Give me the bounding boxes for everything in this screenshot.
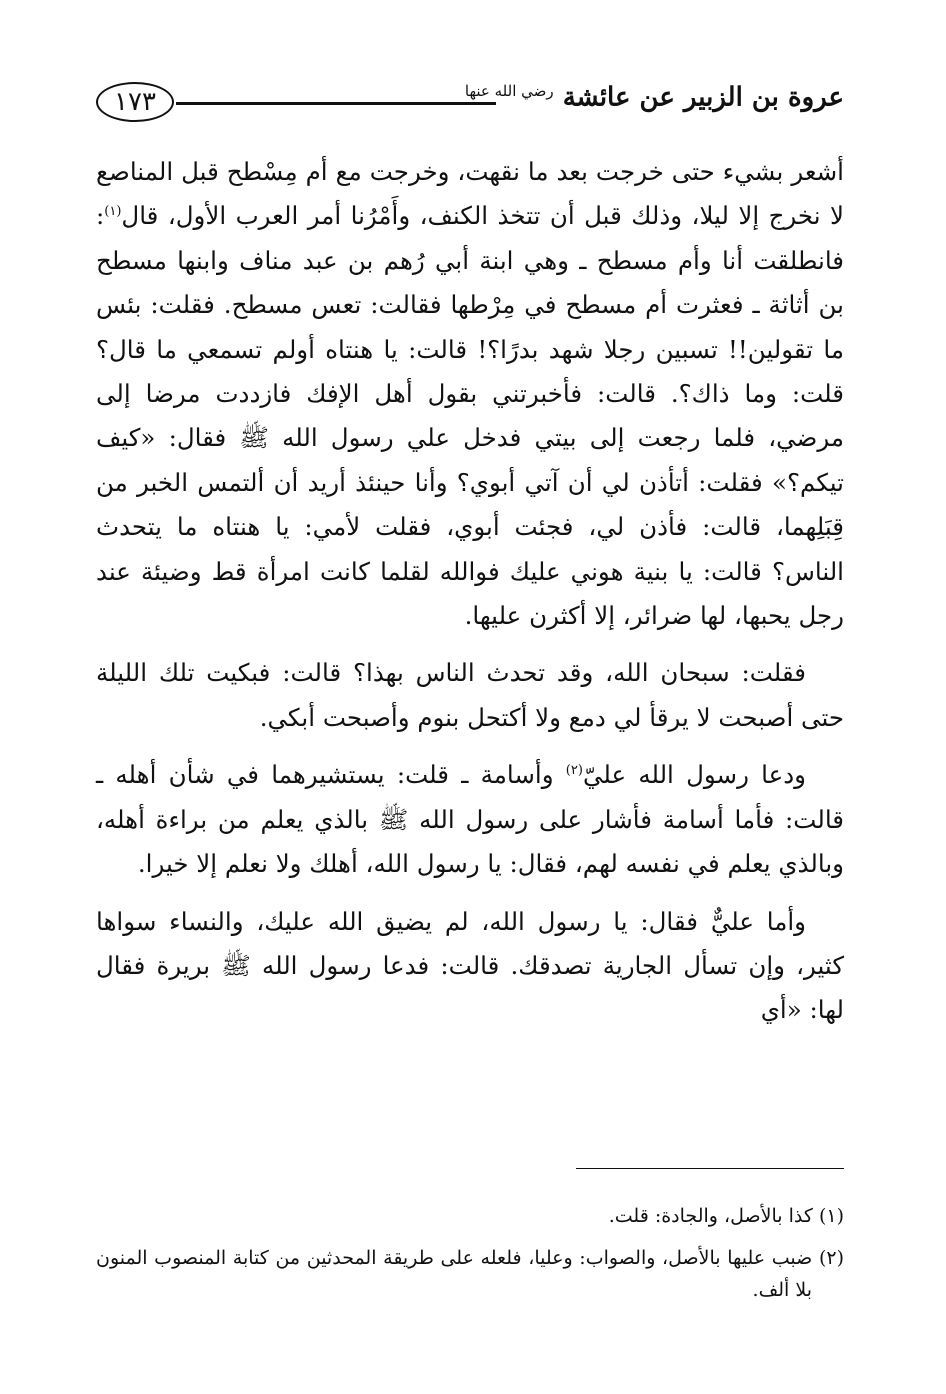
- paragraph-4: وأما عليٌّ فقال: يا رسول الله، لم يضيق الله عليك، والنساء سواها كثير، وإن تسأل الجارية تصدقك. قالت: فدعا رسول الله ﷺ بريرة فقال لها: «أي: [96, 906, 844, 1025]
- footnote-1: [96, 1200, 844, 1232]
- footnote-2: [96, 1242, 844, 1306]
- footnote-text: كذا بالأصل، والجادة: قلت.: [608, 1205, 813, 1227]
- paragraph-3: [96, 753, 844, 886]
- paragraph-2: فقلت: سبحان الله، وقد تحدث الناس بهذا؟ قالت: فبكيت تلك الليلة حتى أصبحت لا يرقأ لي دمع ولا أكتحل بنوم وأصبحت أبكي.: [96, 658, 844, 732]
- footnote-marker: (١): [818, 1205, 844, 1227]
- footnote-separator: [576, 1168, 844, 1169]
- body-text: [96, 150, 844, 1046]
- paragraph-text: وأسامة ـ قلت: يستشيرهما في شأن أهله ـ قالت: فأما أسامة فأشار على رسول الله ﷺ بالذي يعلم من براءة أهله، وبالذي يعلم في نفسه لهم، فقال: يا رسول الله، أهلك ولا نعلم إلا خيرا.: [96, 760, 844, 879]
- paragraph-text: أشعر بشيء حتى خرجت بعد ما نقهت، وخرجت مع أم مِسْطح قبل المناصع لا نخرج إلا ليلا، وذلك قبل أن تتخذ الكنف، وأَمْرُنا أمر العرب الأول، قال: [96, 157, 844, 231]
- footnote-ref-2: (٢): [565, 763, 583, 779]
- page-header: [96, 72, 844, 132]
- page-number-oval: [96, 82, 174, 122]
- paragraph-text: ودعا رسول الله عليّ: [582, 760, 806, 790]
- running-title: [465, 82, 844, 113]
- paragraph-text: : فانطلقت أنا وأم مسطح ـ وهي ابنة أبي رُهم بن عبد مناف وابنها مسطح بن أثاثة ـ فعثرت أم مسطح في مِرْطها فقالت: تعس مسطح. فقلت: بئس ما تقولين!! تسبين رجلا شهد بدرًا؟! قالت: يا هنتاه أولم تسمعي ما قال؟ قلت: وما ذاك؟. قالت: فأخبرتني بقول أهل الإفك فازددت مرضا إلى مرضي، فلما رجعت إلى بيتي فدخل علي رسول الله ﷺ فقال: «كيف تيكم؟» فقلت: أتأذن لي أن آتي أبوي؟ وأنا حينئذ أريد أن ألتمس الخبر من قِبَلِهما، قالت: فأذن لي، فجئت أبوي، فقلت لأمي: يا هنتاه ما يتحدث الناس؟ قالت: يا بنية هوني عليك فوالله لقلما كانت امرأة قط وضيئة عند رجل يحبها، لها ضرائر، إلا أكثرن عليها.: [96, 201, 844, 631]
- honorific-glyph: رضي الله عنها: [464, 82, 554, 100]
- paragraph-1: [96, 150, 844, 638]
- running-title-text: عروة بن الزبير عن عائشة: [562, 82, 844, 113]
- footnote-text: ضبب عليها بالأصل، والصواب: وعليا، فلعله على طريقة المحدثين من كتابة المنصوب المنون بلا ألف.: [96, 1247, 813, 1301]
- footnote-marker: (٢): [818, 1247, 844, 1269]
- page-number: ١٧٣: [114, 87, 156, 117]
- footnotes: [96, 1200, 844, 1316]
- header-rule: [176, 102, 496, 105]
- footnote-ref-1: (١): [104, 204, 122, 220]
